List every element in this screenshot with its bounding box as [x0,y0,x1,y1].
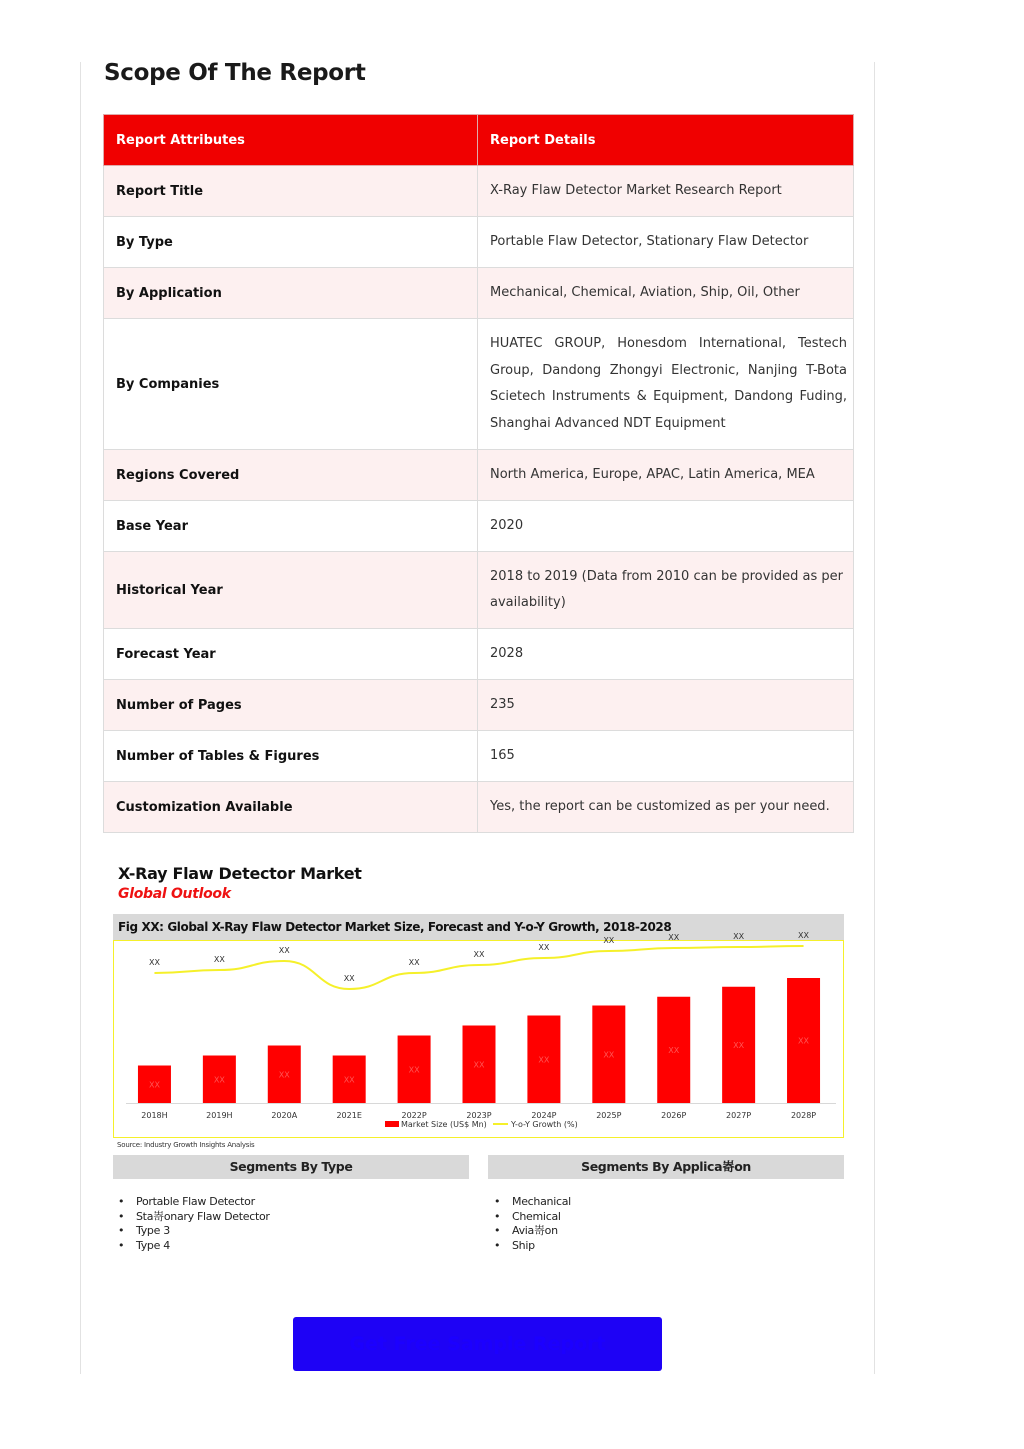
table-row [104,629,854,680]
x-tick-label: 2018H [141,1111,168,1120]
x-tick-label: 2021E [336,1111,362,1120]
row-detail: 2020 [478,501,854,552]
line-data-label: XX [798,931,810,940]
x-tick-label: 2020A [271,1111,298,1120]
bar-data-label: XX [278,1070,290,1080]
row-attribute: Report Title [104,166,478,217]
row-attribute: Customization Available [104,782,478,833]
table-row [104,782,854,833]
x-tick-label: 2023P [466,1111,492,1120]
row-attribute: By Application [104,268,478,319]
page-title: Scope Of The Report [104,60,366,86]
line-data-label: XX [668,933,680,942]
x-tick-label: 2026P [661,1111,687,1120]
x-tick-label: 2022P [401,1111,427,1120]
chart-container [113,931,844,1138]
row-detail: Mechanical, Chemical, Aviation, Ship, Oil, Other [478,268,854,319]
row-attribute: Base Year [104,501,478,552]
bar-data-label: XX [408,1065,420,1075]
line-data-label: XX [538,943,550,952]
row-detail: Portable Flaw Detector, Stationary Flaw Detector [478,217,854,268]
bar-data-label: XX [148,1080,160,1090]
row-detail: 235 [478,680,854,731]
table-row [104,680,854,731]
bar-data-label: XX [798,1036,810,1046]
legend-label-growth: Y-o-Y Growth (%) [511,1120,578,1129]
line-data-label: XX [213,955,225,964]
segments-by-application-list [494,1195,571,1253]
figure-caption: Fig XX: Global X-Ray Flaw Detector Market Size, Forecast and Y-o-Y Growth, 2018-2028 [113,914,844,940]
list-item: • Ship [494,1239,571,1254]
segments-by-application-header: Segments By Applica㟢on [488,1155,844,1179]
row-attribute: Historical Year [104,552,478,629]
segments-by-type-list [118,1195,270,1253]
list-item: • Avia㟢on [494,1224,571,1239]
row-detail: HUATEC GROUP, Honesdom International, Testech Group, Dandong Zhongyi Electronic, Nanjing T-Bota Scietech Instruments & Equipment, Dandong Fuding, Shanghai Advanced NDT Equipment [478,319,854,450]
bar-data-label: XX [668,1045,680,1055]
right-margin-line [874,62,875,1374]
left-margin-line [80,62,81,1374]
table-header-row [104,115,854,166]
table-row [104,268,854,319]
row-attribute: Regions Covered [104,450,478,501]
line-data-label: XX [603,936,615,945]
figure-source: Source: Industry Growth Insights Analysis [117,1141,255,1149]
scope-table [103,114,854,833]
row-detail: 2018 to 2019 (Data from 2010 can be provided as per availability) [478,552,854,629]
row-attribute: Number of Pages [104,680,478,731]
line-data-label: XX [473,950,485,959]
list-item: • Type 3 [118,1224,270,1239]
list-item: • Portable Flaw Detector [118,1195,270,1210]
table-row [104,166,854,217]
row-detail: 2028 [478,629,854,680]
market-chart [114,931,842,1136]
header-report-details: Report Details [478,115,854,166]
market-subtitle: Global Outlook [118,886,231,902]
header-report-attributes: Report Attributes [104,115,478,166]
row-attribute: Forecast Year [104,629,478,680]
x-tick-label: 2025P [596,1111,622,1120]
bar-data-label: XX [213,1075,225,1085]
row-attribute: Number of Tables & Figures [104,731,478,782]
line-data-label: XX [148,958,160,967]
list-item: • Type 4 [118,1239,270,1254]
x-tick-label: 2024P [531,1111,557,1120]
row-attribute: By Companies [104,319,478,450]
bar-data-label: XX [343,1075,355,1085]
row-detail: 165 [478,731,854,782]
line-data-label: XX [408,958,420,967]
list-item: • Chemical [494,1210,571,1225]
get-free-sample-report-button[interactable]: Get Free Sample Report [293,1317,662,1371]
list-item: • Sta㟢onary Flaw Detector [118,1210,270,1225]
legend-swatch-market-size [385,1121,399,1127]
row-attribute: By Type [104,217,478,268]
table-row [104,501,854,552]
table-row [104,217,854,268]
bar-data-label: XX [603,1050,615,1060]
bar-data-label: XX [733,1040,745,1050]
list-item: • Mechanical [494,1195,571,1210]
table-row [104,450,854,501]
line-data-label: XX [343,974,355,983]
line-data-label: XX [733,932,745,941]
table-row [104,319,854,450]
table-row [104,731,854,782]
segments-by-type-header: Segments By Type [113,1155,469,1179]
market-title: X-Ray Flaw Detector Market [118,864,362,883]
row-detail: X-Ray Flaw Detector Market Research Report [478,166,854,217]
line-data-label: XX [278,946,290,955]
x-tick-label: 2019H [206,1111,233,1120]
legend-label-market-size: Market Size (US$ Mn) [401,1120,487,1129]
x-tick-label: 2028P [790,1111,817,1120]
row-detail: Yes, the report can be customized as per your need. [478,782,854,833]
row-detail: North America, Europe, APAC, Latin America, MEA [478,450,854,501]
bar-data-label: XX [473,1060,485,1070]
x-tick-label: 2027P [726,1111,752,1120]
bar-data-label: XX [538,1055,550,1065]
table-row [104,552,854,629]
